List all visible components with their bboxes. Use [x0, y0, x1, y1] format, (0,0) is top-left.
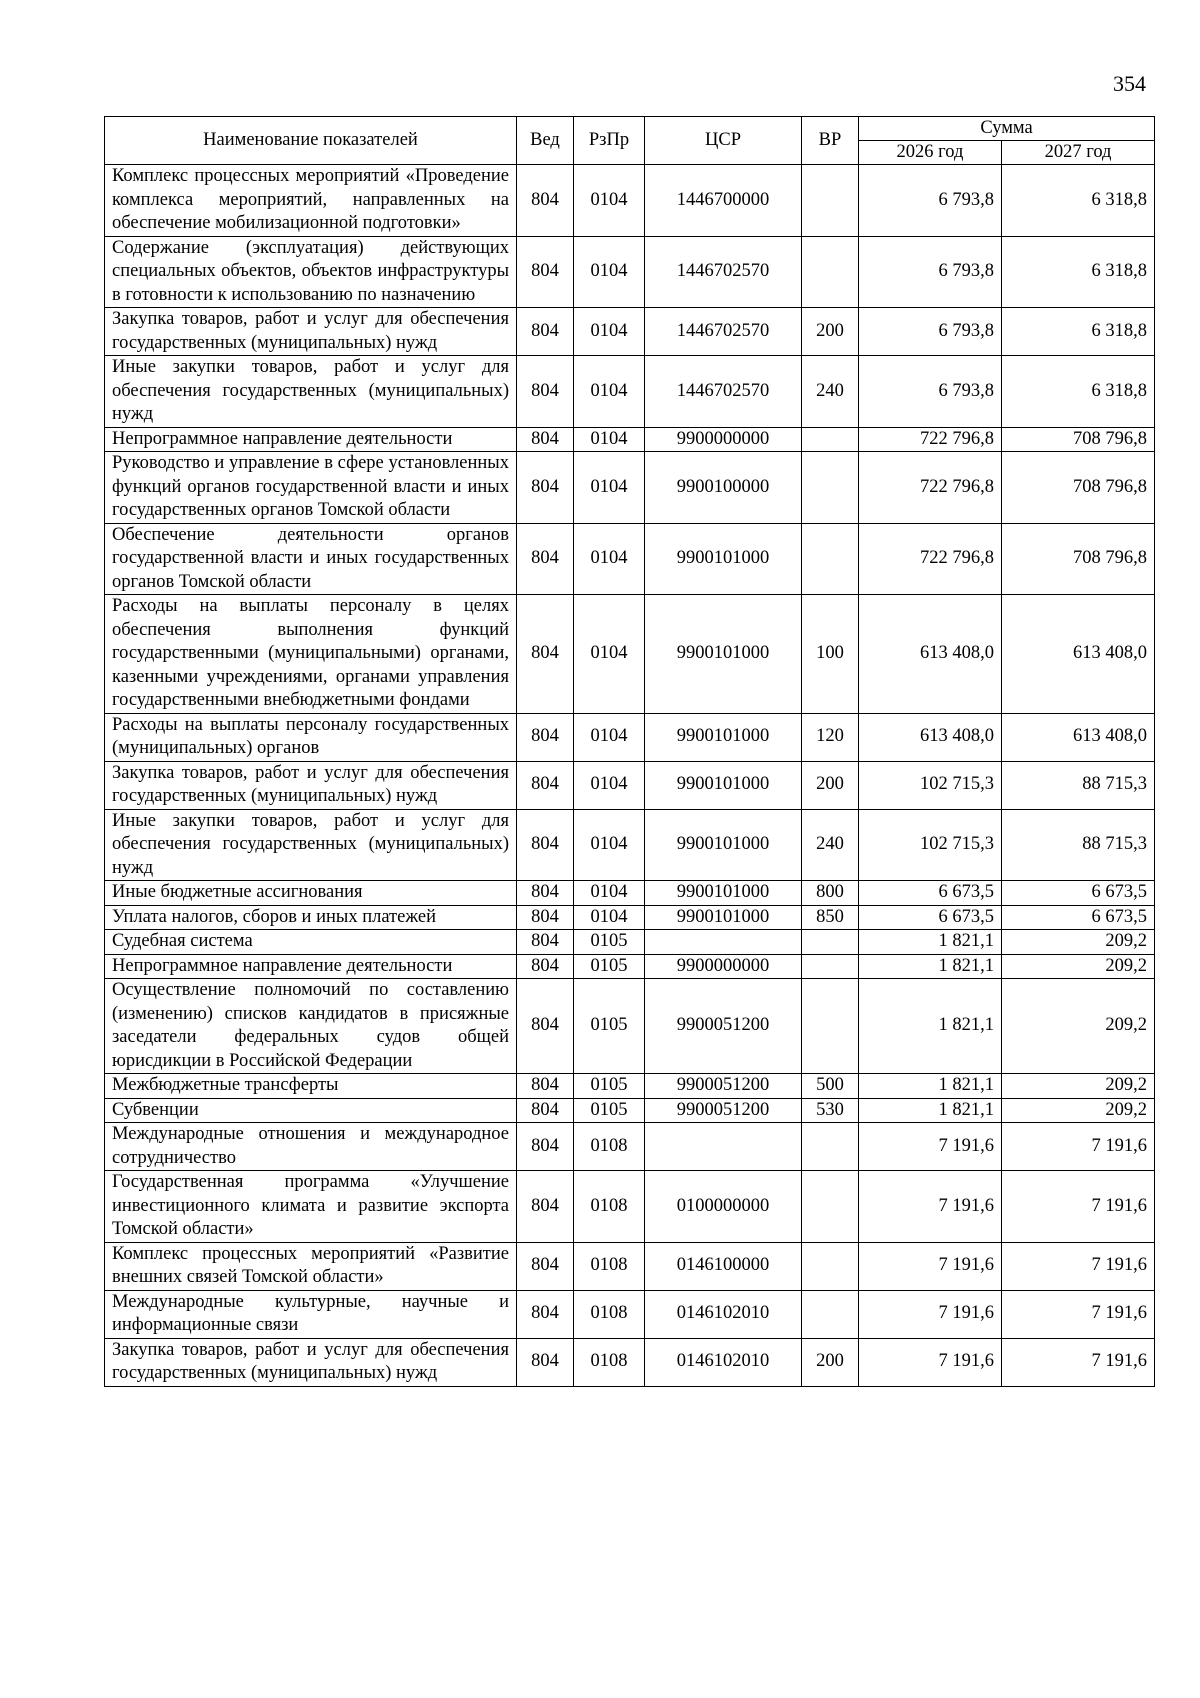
row-name: Закупка товаров, работ и услуг для обеспечения государственных (муниципальных) нужд — [105, 1338, 517, 1386]
table-row — [105, 236, 1155, 308]
row-ved: 804 — [517, 1074, 574, 1099]
row-amount-2026: 102 715,3 — [859, 809, 1002, 881]
row-ved: 804 — [517, 881, 574, 906]
row-rzpr: 0108 — [574, 1171, 645, 1243]
row-name: Международные культурные, научные и информационные связи — [105, 1290, 517, 1338]
row-amount-2026: 7 191,6 — [859, 1338, 1002, 1386]
row-name: Непрограммное направление деятельности — [105, 427, 517, 452]
row-csr: 9900101000 — [645, 523, 802, 595]
row-amount-2027: 6 318,8 — [1002, 356, 1155, 428]
row-csr: 9900051200 — [645, 1098, 802, 1123]
row-amount-2026: 7 191,6 — [859, 1171, 1002, 1243]
row-ved: 804 — [517, 761, 574, 809]
row-ved: 804 — [517, 452, 574, 524]
table-row — [105, 165, 1155, 237]
row-vr — [802, 930, 859, 955]
row-csr: 9900101000 — [645, 713, 802, 761]
table-body — [105, 165, 1155, 1387]
row-amount-2027: 708 796,8 — [1002, 452, 1155, 524]
row-csr: 0146102010 — [645, 1338, 802, 1386]
row-name: Комплекс процессных мероприятий «Развитие внешних связей Томской области» — [105, 1242, 517, 1290]
row-vr: 530 — [802, 1098, 859, 1123]
table-row — [105, 1123, 1155, 1171]
row-amount-2026: 6 673,5 — [859, 905, 1002, 930]
row-amount-2026: 1 821,1 — [859, 930, 1002, 955]
row-rzpr: 0105 — [574, 979, 645, 1074]
row-rzpr: 0104 — [574, 452, 645, 524]
table-row — [105, 1074, 1155, 1099]
row-amount-2026: 613 408,0 — [859, 595, 1002, 714]
table-header — [105, 117, 1155, 165]
row-csr: 0146102010 — [645, 1290, 802, 1338]
row-amount-2027: 6 318,8 — [1002, 308, 1155, 356]
row-rzpr: 0108 — [574, 1338, 645, 1386]
table-row — [105, 881, 1155, 906]
header-csr: ЦСР — [645, 117, 802, 165]
table-row — [105, 427, 1155, 452]
row-vr: 200 — [802, 308, 859, 356]
row-vr: 100 — [802, 595, 859, 714]
row-vr — [802, 452, 859, 524]
row-amount-2027: 613 408,0 — [1002, 595, 1155, 714]
row-ved: 804 — [517, 713, 574, 761]
row-name: Закупка товаров, работ и услуг для обеспечения государственных (муниципальных) нужд — [105, 308, 517, 356]
row-vr — [802, 427, 859, 452]
row-rzpr: 0104 — [574, 523, 645, 595]
row-rzpr: 0104 — [574, 236, 645, 308]
row-rzpr: 0108 — [574, 1290, 645, 1338]
row-csr — [645, 1123, 802, 1171]
table-row — [105, 595, 1155, 714]
row-amount-2027: 7 191,6 — [1002, 1338, 1155, 1386]
row-csr: 9900101000 — [645, 905, 802, 930]
row-amount-2026: 6 673,5 — [859, 881, 1002, 906]
row-vr — [802, 1123, 859, 1171]
row-csr: 9900000000 — [645, 954, 802, 979]
row-rzpr: 0104 — [574, 905, 645, 930]
row-vr: 120 — [802, 713, 859, 761]
table-row — [105, 930, 1155, 955]
row-amount-2026: 7 191,6 — [859, 1290, 1002, 1338]
row-rzpr: 0104 — [574, 761, 645, 809]
row-ved: 804 — [517, 954, 574, 979]
row-name: Иные закупки товаров, работ и услуг для обеспечения государственных (муниципальных) нужд — [105, 356, 517, 428]
row-amount-2026: 6 793,8 — [859, 356, 1002, 428]
row-csr: 1446700000 — [645, 165, 802, 237]
row-amount-2027: 209,2 — [1002, 954, 1155, 979]
row-csr: 9900101000 — [645, 595, 802, 714]
table-row — [105, 713, 1155, 761]
row-name: Комплекс процессных мероприятий «Проведение комплекса мероприятий, направленных на обеспечение мобилизационной подготовки» — [105, 165, 517, 237]
table-row — [105, 905, 1155, 930]
row-amount-2026: 6 793,8 — [859, 236, 1002, 308]
row-amount-2026: 6 793,8 — [859, 165, 1002, 237]
row-csr: 1446702570 — [645, 236, 802, 308]
row-amount-2027: 7 191,6 — [1002, 1123, 1155, 1171]
row-name: Закупка товаров, работ и услуг для обеспечения государственных (муниципальных) нужд — [105, 761, 517, 809]
table-row — [105, 1098, 1155, 1123]
row-name: Судебная система — [105, 930, 517, 955]
row-rzpr: 0108 — [574, 1123, 645, 1171]
row-rzpr: 0104 — [574, 809, 645, 881]
table-row — [105, 1338, 1155, 1386]
row-vr — [802, 523, 859, 595]
row-vr — [802, 1242, 859, 1290]
row-amount-2026: 7 191,6 — [859, 1242, 1002, 1290]
row-vr: 200 — [802, 761, 859, 809]
row-csr: 1446702570 — [645, 308, 802, 356]
row-vr: 240 — [802, 809, 859, 881]
row-ved: 804 — [517, 165, 574, 237]
row-vr: 500 — [802, 1074, 859, 1099]
row-csr: 9900100000 — [645, 452, 802, 524]
row-amount-2027: 6 318,8 — [1002, 236, 1155, 308]
table-row — [105, 954, 1155, 979]
header-sum: Сумма — [859, 117, 1155, 141]
row-ved: 804 — [517, 979, 574, 1074]
row-ved: 804 — [517, 1123, 574, 1171]
row-rzpr: 0104 — [574, 356, 645, 428]
budget-table — [104, 116, 1155, 1387]
row-vr — [802, 236, 859, 308]
row-csr: 9900101000 — [645, 809, 802, 881]
table-row — [105, 523, 1155, 595]
row-csr: 9900051200 — [645, 979, 802, 1074]
row-csr: 0146100000 — [645, 1242, 802, 1290]
row-csr: 1446702570 — [645, 356, 802, 428]
row-rzpr: 0105 — [574, 954, 645, 979]
row-vr — [802, 979, 859, 1074]
row-rzpr: 0104 — [574, 881, 645, 906]
row-amount-2027: 209,2 — [1002, 930, 1155, 955]
row-ved: 804 — [517, 427, 574, 452]
row-ved: 804 — [517, 1171, 574, 1243]
row-name: Уплата налогов, сборов и иных платежей — [105, 905, 517, 930]
row-name: Расходы на выплаты персоналу в целях обеспечения выполнения функций государственными (муниципальными) органами, казенными учреждениями, органами управления государственными внебюджетными фондами — [105, 595, 517, 714]
row-amount-2027: 7 191,6 — [1002, 1242, 1155, 1290]
row-name: Иные закупки товаров, работ и услуг для обеспечения государственных (муниципальных) нужд — [105, 809, 517, 881]
row-csr: 9900101000 — [645, 761, 802, 809]
table-row — [105, 452, 1155, 524]
row-amount-2026: 1 821,1 — [859, 979, 1002, 1074]
row-rzpr: 0105 — [574, 1074, 645, 1099]
row-ved: 804 — [517, 905, 574, 930]
table-row — [105, 809, 1155, 881]
row-name: Межбюджетные трансферты — [105, 1074, 517, 1099]
row-rzpr: 0104 — [574, 713, 645, 761]
row-name: Иные бюджетные ассигнования — [105, 881, 517, 906]
row-amount-2027: 6 673,5 — [1002, 881, 1155, 906]
row-amount-2026: 1 821,1 — [859, 1098, 1002, 1123]
row-ved: 804 — [517, 930, 574, 955]
row-ved: 804 — [517, 1242, 574, 1290]
table-row — [105, 1171, 1155, 1243]
row-amount-2027: 6 318,8 — [1002, 165, 1155, 237]
row-amount-2026: 6 793,8 — [859, 308, 1002, 356]
row-csr: 9900000000 — [645, 427, 802, 452]
row-amount-2027: 708 796,8 — [1002, 427, 1155, 452]
row-amount-2026: 722 796,8 — [859, 523, 1002, 595]
row-name: Непрограммное направление деятельности — [105, 954, 517, 979]
header-rzpr: РзПр — [574, 117, 645, 165]
row-amount-2026: 722 796,8 — [859, 452, 1002, 524]
table-row — [105, 1242, 1155, 1290]
row-amount-2026: 1 821,1 — [859, 1074, 1002, 1099]
row-rzpr: 0108 — [574, 1242, 645, 1290]
row-rzpr: 0104 — [574, 427, 645, 452]
row-amount-2026: 7 191,6 — [859, 1123, 1002, 1171]
row-csr — [645, 930, 802, 955]
row-ved: 804 — [517, 523, 574, 595]
row-ved: 804 — [517, 356, 574, 428]
row-amount-2027: 613 408,0 — [1002, 713, 1155, 761]
row-name: Расходы на выплаты персоналу государственных (муниципальных) органов — [105, 713, 517, 761]
row-ved: 804 — [517, 1098, 574, 1123]
row-amount-2027: 708 796,8 — [1002, 523, 1155, 595]
row-amount-2027: 6 673,5 — [1002, 905, 1155, 930]
row-csr: 9900101000 — [645, 881, 802, 906]
row-vr: 240 — [802, 356, 859, 428]
row-amount-2027: 88 715,3 — [1002, 761, 1155, 809]
row-rzpr: 0104 — [574, 308, 645, 356]
row-name: Содержание (эксплуатация) действующих специальных объектов, объектов инфраструктуры в готовности к использованию по назначению — [105, 236, 517, 308]
row-name: Субвенции — [105, 1098, 517, 1123]
row-ved: 804 — [517, 1338, 574, 1386]
row-vr — [802, 1290, 859, 1338]
row-vr — [802, 1171, 859, 1243]
row-rzpr: 0105 — [574, 930, 645, 955]
row-amount-2027: 209,2 — [1002, 1074, 1155, 1099]
row-amount-2026: 613 408,0 — [859, 713, 1002, 761]
row-ved: 804 — [517, 809, 574, 881]
row-name: Обеспечение деятельности органов государственной власти и иных государственных органов Томской области — [105, 523, 517, 595]
row-name: Международные отношения и международное сотрудничество — [105, 1123, 517, 1171]
row-rzpr: 0104 — [574, 595, 645, 714]
header-ved: Вед — [517, 117, 574, 165]
row-csr: 0100000000 — [645, 1171, 802, 1243]
page-number: 354 — [1113, 71, 1146, 96]
row-vr — [802, 954, 859, 979]
row-amount-2027: 209,2 — [1002, 979, 1155, 1074]
table-row — [105, 1290, 1155, 1338]
row-amount-2027: 7 191,6 — [1002, 1171, 1155, 1243]
row-rzpr: 0105 — [574, 1098, 645, 1123]
row-name: Осуществление полномочий по составлению (изменению) списков кандидатов в присяжные заседатели федеральных судов общей юрисдикции в Российской Федерации — [105, 979, 517, 1074]
row-amount-2027: 209,2 — [1002, 1098, 1155, 1123]
row-csr: 9900051200 — [645, 1074, 802, 1099]
row-amount-2026: 722 796,8 — [859, 427, 1002, 452]
header-year-2027: 2027 год — [1002, 141, 1155, 165]
row-amount-2026: 1 821,1 — [859, 954, 1002, 979]
row-vr: 800 — [802, 881, 859, 906]
table-row — [105, 308, 1155, 356]
row-ved: 804 — [517, 595, 574, 714]
row-amount-2027: 88 715,3 — [1002, 809, 1155, 881]
row-vr — [802, 165, 859, 237]
row-ved: 804 — [517, 308, 574, 356]
row-ved: 804 — [517, 236, 574, 308]
row-amount-2026: 102 715,3 — [859, 761, 1002, 809]
header-year-2026: 2026 год — [859, 141, 1002, 165]
row-rzpr: 0104 — [574, 165, 645, 237]
table-row — [105, 356, 1155, 428]
row-name: Государственная программа «Улучшение инвестиционного климата и развитие экспорта Томской области» — [105, 1171, 517, 1243]
row-vr: 200 — [802, 1338, 859, 1386]
row-ved: 804 — [517, 1290, 574, 1338]
row-amount-2027: 7 191,6 — [1002, 1290, 1155, 1338]
table-row — [105, 761, 1155, 809]
table-row — [105, 979, 1155, 1074]
row-name: Руководство и управление в сфере установленных функций органов государственной власти и иных государственных органов Томской области — [105, 452, 517, 524]
header-name: Наименование показателей — [105, 117, 517, 165]
row-vr: 850 — [802, 905, 859, 930]
header-vr: ВР — [802, 117, 859, 165]
